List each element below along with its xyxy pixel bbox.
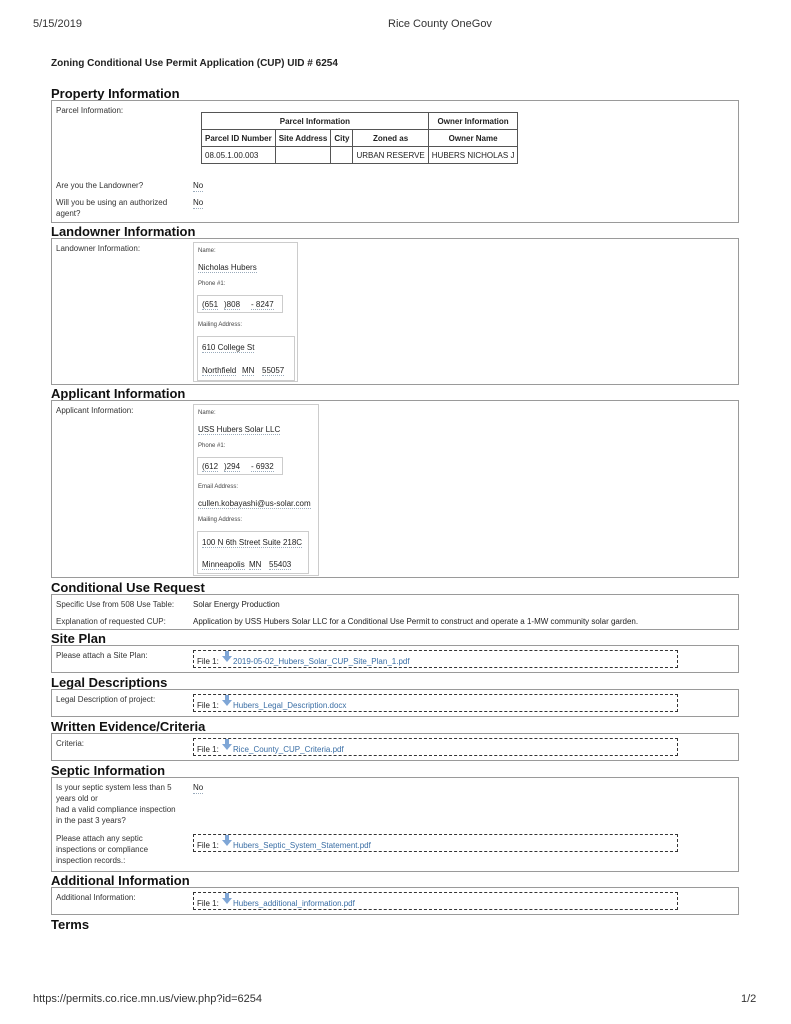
question-line: Is your septic system less than 5 [56, 783, 172, 792]
phone-prefix: )294 [224, 462, 241, 471]
address-state: MN [249, 560, 262, 569]
septic-attachment [193, 834, 678, 852]
landowner-address [197, 336, 295, 381]
landowner-answer: No [193, 181, 204, 190]
cell-zoned-as: URBAN RESERVE [353, 147, 428, 164]
address-street: 610 College St [202, 343, 255, 352]
download-arrow-icon[interactable] [221, 651, 233, 663]
additional-label: Additional Information: [56, 893, 136, 902]
download-arrow-icon[interactable] [221, 893, 233, 905]
cell-city [331, 147, 353, 164]
phone-label: Phone #1: [198, 281, 226, 287]
septic-section [51, 777, 739, 872]
criteria-attachment [193, 738, 678, 756]
col-city: City [331, 130, 353, 147]
applicant-section [51, 400, 739, 578]
criteria-section [51, 733, 739, 761]
cell-parcel-id: 08.05.1.00.003 [202, 147, 276, 164]
site-plan-file-link[interactable]: 2019-05-02_Hubers_Solar_CUP_Site_Plan_1.pdf [233, 657, 410, 666]
specific-use-value: Solar Energy Production [193, 600, 280, 609]
applicant-name: USS Hubers Solar LLC [198, 425, 281, 434]
document-title: Zoning Conditional Use Permit Application (CUP) UID # 6254 [51, 58, 338, 69]
owner-group-header: Owner Information [428, 113, 518, 130]
landowner-info-label: Landowner Information: [56, 244, 141, 253]
question-line: in the past 3 years? [56, 816, 126, 825]
label-line: inspections or compliance [56, 845, 149, 854]
explanation-label: Explanation of requested CUP: [56, 617, 166, 626]
section-title-landowner: Landowner Information [51, 224, 196, 239]
section-title-criteria: Written Evidence/Criteria [51, 719, 206, 734]
address-zip: 55403 [269, 560, 292, 569]
mailing-address-label: Mailing Address: [198, 517, 243, 523]
section-title-additional: Additional Information [51, 873, 190, 888]
specific-use-label: Specific Use from 508 Use Table: [56, 600, 175, 609]
applicant-email: cullen.kobayashi@us-solar.com [198, 499, 311, 508]
septic-file-link[interactable]: Hubers_Septic_System_Statement.pdf [233, 841, 371, 850]
cell-site-address [275, 147, 331, 164]
property-section [51, 100, 739, 223]
address-street: 100 N 6th Street Suite 218C [202, 538, 303, 547]
page-number: 1/2 [741, 993, 757, 1005]
additional-attachment [193, 892, 678, 910]
criteria-label: Criteria: [56, 739, 85, 748]
print-date: 5/15/2019 [33, 18, 82, 30]
agent-answer: No [193, 198, 204, 207]
explanation-value: Application by USS Hubers Solar LLC for a Conditional Use Permit to construct and operate a 1-MW community solar garden. [193, 617, 639, 626]
phone-label: Phone #1: [198, 443, 226, 449]
file-label: File 1: [197, 657, 219, 666]
print-url: https://permits.co.rice.mn.us/view.php?id=6254 [33, 993, 262, 1005]
download-arrow-icon[interactable] [221, 739, 233, 751]
legal-label: Legal Description of project: [56, 695, 156, 704]
table-row [202, 147, 518, 164]
applicant-info-label: Applicant Information: [56, 406, 134, 415]
phone-line: - 6932 [251, 462, 274, 471]
additional-section [51, 887, 739, 915]
applicant-phone [197, 457, 283, 475]
cell-owner-name: HUBERS NICHOLAS J [428, 147, 518, 164]
landowner-phone [197, 295, 283, 313]
phone-prefix: )808 [224, 300, 241, 309]
parcel-table [201, 112, 518, 164]
parcel-group-header: Parcel Information [202, 113, 429, 130]
landowner-name: Nicholas Hubers [198, 263, 257, 272]
section-title-cup-request: Conditional Use Request [51, 580, 205, 595]
landowner-question: Are you the Landowner? [56, 181, 144, 190]
mailing-address-label: Mailing Address: [198, 322, 243, 328]
phone-line: - 8247 [251, 300, 274, 309]
additional-file-link[interactable]: Hubers_additional_information.pdf [233, 899, 355, 908]
question-line: had a valid compliance inspection [56, 805, 176, 814]
criteria-file-link[interactable]: Rice_County_CUP_Criteria.pdf [233, 745, 344, 754]
phone-area-code: (651 [202, 300, 219, 309]
cup-request-section [51, 594, 739, 630]
legal-attachment [193, 694, 678, 712]
email-label: Email Address: [198, 484, 239, 490]
address-city: Northfield [202, 366, 237, 375]
applicant-address [197, 531, 309, 574]
file-label: File 1: [197, 841, 219, 850]
septic-records-label [56, 833, 186, 866]
name-label: Name: [198, 248, 216, 254]
label-line: Please attach any septic [56, 834, 143, 843]
file-label: File 1: [197, 701, 219, 710]
col-site-address: Site Address [275, 130, 331, 147]
address-state: MN [242, 366, 255, 375]
col-zoned-as: Zoned as [353, 130, 428, 147]
septic-age-answer: No [193, 783, 204, 792]
section-title-septic: Septic Information [51, 763, 166, 778]
landowner-contact-card [193, 242, 298, 382]
agent-question: Will you be using an authorized agent? [56, 198, 168, 218]
section-title-applicant: Applicant Information [51, 386, 186, 401]
section-title-property: Property Information [51, 86, 180, 101]
download-arrow-icon[interactable] [221, 695, 233, 707]
print-site-title: Rice County OneGov [388, 18, 492, 30]
parcel-info-label: Parcel Information: [56, 106, 124, 115]
applicant-contact-card [193, 404, 319, 576]
legal-file-link[interactable]: Hubers_Legal_Description.docx [233, 701, 347, 710]
label-line: inspection records.: [56, 856, 126, 865]
question-line: years old or [56, 794, 98, 803]
address-zip: 55057 [262, 366, 285, 375]
col-parcel-id: Parcel ID Number [202, 130, 276, 147]
landowner-section [51, 238, 739, 385]
phone-area-code: (612 [202, 462, 219, 471]
name-label: Name: [198, 410, 216, 416]
section-title-legal: Legal Descriptions [51, 675, 168, 690]
site-plan-label: Please attach a Site Plan: [56, 651, 148, 660]
download-arrow-icon[interactable] [221, 835, 233, 847]
section-title-site-plan: Site Plan [51, 631, 106, 646]
col-owner-name: Owner Name [428, 130, 518, 147]
legal-section [51, 689, 739, 717]
site-plan-attachment [193, 650, 678, 668]
file-label: File 1: [197, 745, 219, 754]
section-title-terms: Terms [51, 917, 90, 932]
address-city: Minneapolis [202, 560, 245, 569]
septic-age-question [56, 782, 186, 826]
site-plan-section [51, 645, 739, 673]
file-label: File 1: [197, 899, 219, 908]
